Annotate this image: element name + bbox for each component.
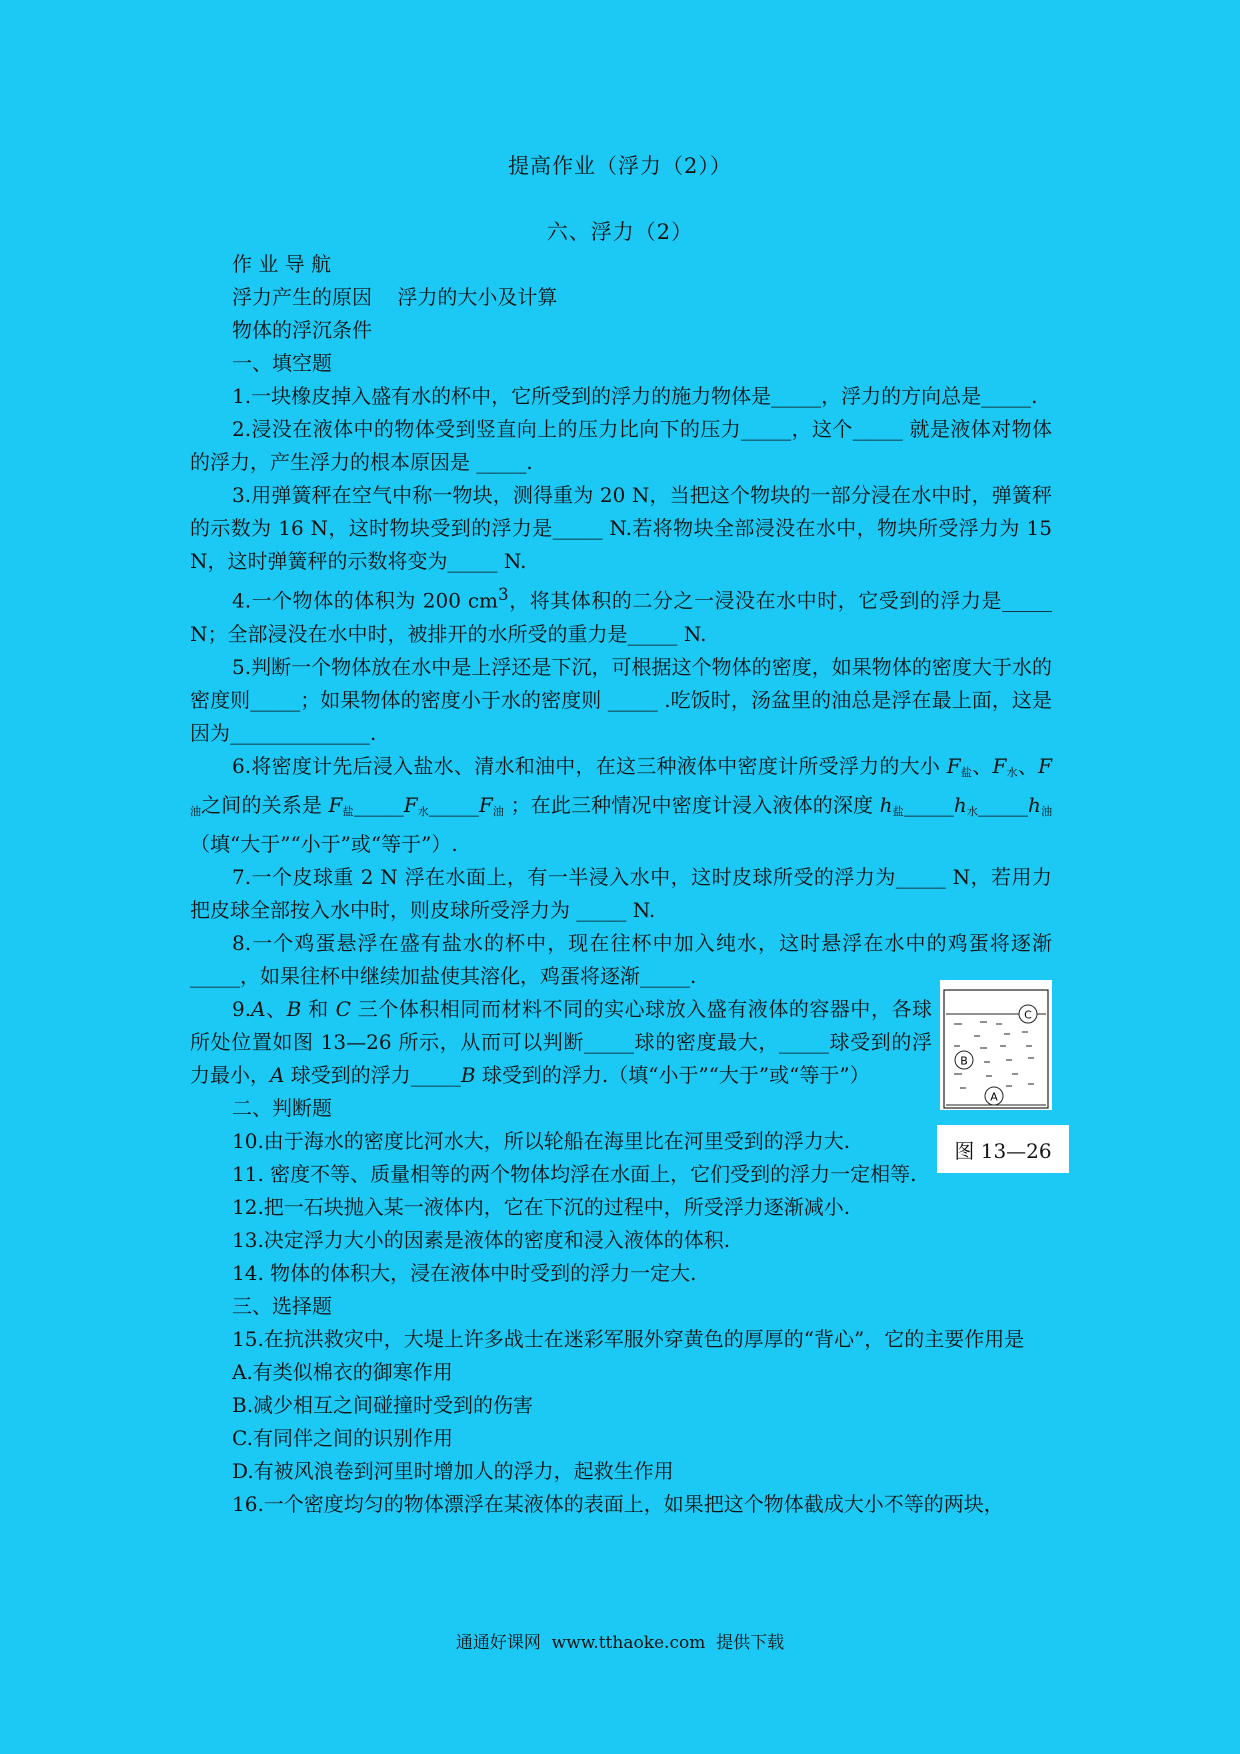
question-15: 15.在抗洪救灾中，大堤上许多战士在迷彩军服外穿黄色的厚厚的“背心”，它的主要作用是 — [232, 1326, 1025, 1351]
question-9 — [190, 993, 932, 1092]
option-d: D.有被风浪卷到河里时增加人的浮力，起救生作用 — [232, 1458, 674, 1483]
answer-blank: _____ — [353, 792, 404, 817]
question-1: 1.一块橡皮掉入盛有水的杯中，它所受到的浮力的施力物体是_____，浮力的方向总是_____. — [232, 384, 1038, 408]
question-8: 8.一个鸡蛋悬浮在盛有盐水的杯中，现在往杯中加入纯水，这时悬浮在水中的鸡蛋将逐渐_____，如果往杯中继续加盐使其溶化，鸡蛋将逐渐_____. — [190, 930, 1052, 988]
separator: 、 — [972, 753, 993, 778]
topics-line-2: 物体的浮沉条件 — [232, 318, 372, 342]
question-6 — [190, 750, 1052, 861]
ball-label-b: B — [286, 996, 302, 1021]
answer-blank: _____ — [428, 792, 479, 817]
symbol-F: F — [478, 792, 493, 817]
question-12: 12.把一石块抛入某一液体内，它在下沉的过程中，所受浮力逐渐减小. — [232, 1194, 851, 1219]
question-16: 16.一个密度均匀的物体漂浮在某液体的表面上，如果把这个物体截成大小不等的两块， — [232, 1491, 1004, 1516]
ball-label-c: C — [335, 996, 351, 1021]
section-choice: 三、选择题 — [232, 1293, 332, 1318]
ball-label-a: A — [270, 1062, 285, 1087]
symbol-F: F — [403, 792, 418, 817]
subscript-salt: 盐 — [342, 804, 354, 818]
question-6-part-d: （填“大于”“小于”或“等于”）. — [190, 831, 458, 856]
container-diagram — [940, 980, 1052, 1110]
subscript-water: 水 — [417, 804, 429, 818]
subscript-oil: 油 — [190, 804, 202, 818]
symbol-h: h — [953, 792, 967, 817]
section-judge: 二、判断题 — [232, 1095, 332, 1120]
ball-label-a: A — [251, 996, 266, 1021]
section-heading: 六、浮力（2） — [546, 220, 694, 244]
figure-container-diagram — [940, 980, 1052, 1110]
symbol-h: h — [1028, 792, 1041, 817]
question-9-part-a: 三个体积相同而材料不同的实心球放入盛有液体的容器中，各球所处位置如图 13—26 所示，从而可以判断_____球的密度最大，_____球受到的浮力最小， — [190, 996, 933, 1087]
symbol-F: F — [992, 753, 1007, 778]
question-3: 3.用弹簧秤在空气中称一物块，测得重为 20 N，当把这个物块的一部分浸在水中时，弹簧秤的示数为 16 N，这时物块受到的浮力是_____ N.若将物块全部浸没在水中，物块所受浮力为 15 N，这时弹簧秤的示数将变为_____ N. — [190, 483, 1052, 573]
answer-blank: _____ — [903, 792, 954, 817]
question-11: 11. 密度不等、质量相等的两个物体均浮在水面上，它们受到的浮力一定相等. — [232, 1161, 917, 1186]
question-9-part-b: 球受到的浮力_____ — [284, 1062, 461, 1087]
ball-b-label: B — [960, 1054, 968, 1068]
ball-label-b: B — [460, 1062, 476, 1087]
footer-credit: 通通好课网 www.tthaoke.com 提供下载 — [455, 1633, 785, 1653]
question-4-part-a: 4.一个物体的体积为 200 cm — [232, 588, 499, 613]
ball-c-label: C — [1024, 1008, 1032, 1022]
question-4 — [190, 578, 1052, 651]
separator: 、 — [1017, 753, 1039, 778]
question-number: 9. — [232, 996, 252, 1021]
question-4-part-b: ，将其体积的二分之一浸没在水中时，它受到的浮力是_____ N；全部浸没在水中时，被排开的水所受的重力是_____ N. — [190, 588, 1053, 646]
document-body — [190, 248, 1052, 1521]
question-13: 13.决定浮力大小的因素是液体的密度和浸入液体的体积. — [232, 1227, 731, 1252]
figure-caption: 图 13—26 — [937, 1125, 1069, 1173]
question-6-part-c: ；在此三种情况中密度计浸入液体的深度 — [504, 792, 880, 817]
symbol-F: F — [946, 753, 961, 778]
nav-label: 作 业 导 航 — [232, 252, 332, 276]
option-a: A.有类似棉衣的御寒作用 — [232, 1359, 453, 1384]
answer-blank: _____ — [978, 792, 1029, 817]
section-fill-blank: 一、填空题 — [232, 351, 332, 375]
symbol-F: F — [328, 792, 343, 817]
option-c: C.有同伴之间的识别作用 — [232, 1425, 453, 1450]
conjunction: 和 — [301, 996, 336, 1021]
question-9-part-c: 球受到的浮力.（填“小于”“大于”或“等于”） — [475, 1062, 870, 1087]
subscript-oil: 油 — [492, 804, 505, 818]
subscript-salt: 盐 — [960, 765, 973, 779]
symbol-F: F — [1038, 753, 1053, 778]
subscript-salt: 盐 — [892, 804, 904, 818]
superscript: 3 — [498, 585, 509, 604]
question-10: 10.由于海水的密度比河水大，所以轮船在海里比在河里受到的浮力大. — [232, 1128, 851, 1153]
question-7: 7.一个皮球重 2 N 浮在水面上，有一半浸入水中，这时皮球所受的浮力为_____ N，若用力把皮球全部按入水中时，则皮球所受浮力为 _____ N. — [190, 864, 1052, 922]
question-5: 5.判断一个物体放在水中是上浮还是下沉，可根据这个物体的密度，如果物体的密度大于水的密度则_____；如果物体的密度小于水的密度则 _____ .吃饭时，汤盆里的油总是浮在最上面，这是因为______________. — [190, 654, 1052, 745]
separator: 、 — [265, 996, 287, 1021]
question-6-part-b: 之间的关系是 — [201, 792, 329, 817]
question-6-part-a: 6.将密度计先后浸入盐水、清水和油中，在这三种液体中密度计所受浮力的大小 — [232, 753, 947, 778]
question-2: 2.浸没在液体中的物体受到竖直向上的压力比向下的压力_____，这个_____ 就是液体对物体的浮力，产生浮力的根本原因是 _____. — [190, 417, 1052, 474]
symbol-h: h — [879, 792, 893, 817]
subscript-water: 水 — [1006, 765, 1018, 779]
topics-line-1: 浮力产生的原因 浮力的大小及计算 — [232, 285, 558, 309]
subscript-water: 水 — [966, 804, 979, 818]
subscript-oil: 油 — [1040, 804, 1053, 818]
document-title: 提高作业（浮力（2）） — [508, 154, 732, 178]
ball-a-label: A — [990, 1090, 998, 1104]
option-b: B.减少相互之间碰撞时受到的伤害 — [232, 1392, 534, 1417]
question-14: 14. 物体的体积大，浸在液体中时受到的浮力一定大. — [232, 1260, 697, 1285]
